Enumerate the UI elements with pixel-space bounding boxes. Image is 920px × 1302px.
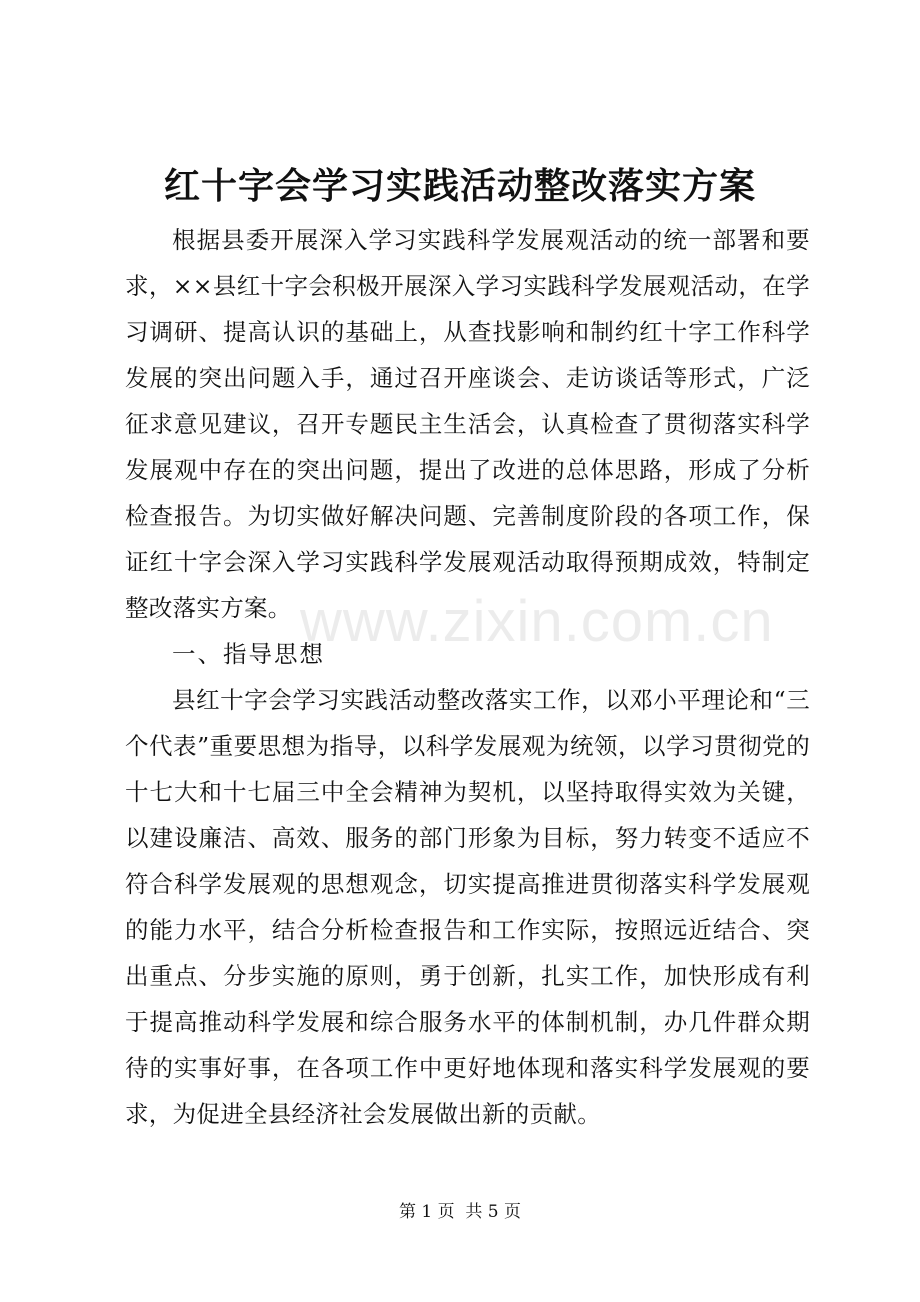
section-heading: 一、指导思想 [172, 640, 325, 668]
document-body [125, 217, 810, 1137]
paragraph-intro: 根据县委开展深入学习实践科学发展观活动的统一部署和要求，××县红十字会积极开展深入学习实践科学发展观活动，在学习调研、提高认识的基础上，从查找影响和制约红十字工作科学发展的突出问题入手，通过召开座谈会、走访谈话等形式，广泛征求意见建议，召开专题民主生活会，认真检查了贯彻落实科学发展观中存在的突出问题，提出了改进的总体思路，形成了分析检查报告。为切实做好解决问题、完善制度阶段的各项工作，保证红十字会深入学习实践科学发展观活动取得预期成效，特制定整改落实方案。 [125, 226, 810, 622]
watermark-text: www.zixin.com.cn [300, 589, 774, 654]
document-title: 红十字会学习实践活动整改落实方案 [163, 165, 756, 207]
page-footer: 第 1 页 共 5 页 [398, 1202, 522, 1222]
paragraph-guiding-thought: 县红十字会学习实践活动整改落实工作，以邓小平理论和“三个代表”重要思想为指导，以科学发展观为统领，以学习贯彻党的十七大和十七届三中全会精神为契机，以坚持取得实效为关键，以建设廉洁、高效、服务的部门形象为目标，努力转变不适应不符合科学发展观的思想观念，切实提高推进贯彻落实科学发展观的能力水平，结合分析检查报告和工作实际，按照远近结合、突出重点、分步实施的原则，勇于创新，扎实工作，加快形成有利于提高推动科学发展和综合服务水平的体制机制，办几件群众期待的实事好事，在各项工作中更好地体现和落实科学发展观的要求，为促进全县经济社会发展做出新的贡献。 [125, 686, 810, 1128]
